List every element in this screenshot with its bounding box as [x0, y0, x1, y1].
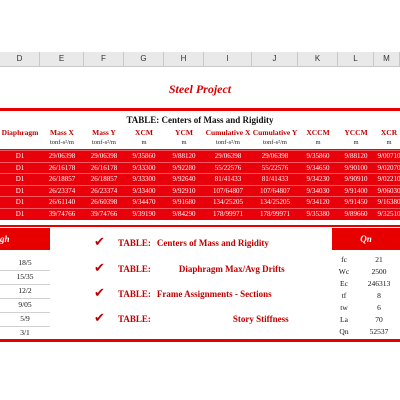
header-label: Mass X — [50, 128, 74, 137]
header-xcr — [374, 128, 400, 148]
header-unit: tonf-s²/m — [263, 139, 287, 146]
grid-line — [0, 326, 50, 327]
header-label: Cumulative X — [205, 128, 251, 137]
param-value[interactable]: 52537 — [369, 327, 389, 336]
table-cell[interactable]: D1 — [15, 186, 25, 195]
check-icon: ✔ — [94, 286, 105, 301]
column-header-k[interactable]: K — [298, 52, 338, 66]
grid-line — [0, 312, 50, 313]
check-icon: ✔ — [94, 235, 105, 250]
table-cell[interactable]: 9/02070 — [377, 163, 400, 172]
table-cell[interactable]: 9/34230 — [306, 175, 330, 184]
table-cell[interactable]: 9/34470 — [132, 198, 156, 207]
table-cell[interactable]: D1 — [15, 163, 25, 172]
table-cell[interactable]: 9/34030 — [306, 186, 330, 195]
check-icon: ✔ — [94, 311, 105, 326]
grid-line — [0, 298, 50, 299]
column-header-i[interactable]: I — [204, 52, 252, 66]
table-cell[interactable]: 9/33300 — [132, 175, 156, 184]
table-cell[interactable]: 26/60398 — [90, 198, 118, 207]
header-unit: m — [353, 139, 359, 146]
story-height-header: gh — [0, 228, 50, 250]
table-cell[interactable]: 9/35380 — [306, 210, 330, 218]
table-cell[interactable]: 26/61140 — [48, 198, 76, 207]
table-cell[interactable]: 9/35860 — [306, 152, 330, 160]
header-label: XCCM — [306, 128, 330, 137]
param-label: La — [340, 315, 348, 324]
header-unit: m — [141, 139, 147, 146]
header-label: Diaphragm — [1, 128, 39, 137]
table-cell[interactable]: 9/34650 — [306, 163, 330, 172]
table-cell[interactable]: D1 — [15, 175, 25, 184]
header-label: YCCM — [344, 128, 368, 137]
table-cell[interactable]: 29/06398 — [90, 152, 118, 160]
table-cell[interactable]: 29/06398 — [214, 152, 242, 160]
table-cell[interactable]: 55/22576 — [261, 163, 289, 172]
table-cell[interactable]: 134/25205 — [213, 198, 243, 207]
header-diaphragm — [0, 128, 40, 138]
table-body — [0, 150, 400, 220]
param-label: Wc — [338, 267, 350, 276]
table-cell[interactable]: 9/34120 — [306, 198, 330, 207]
table-cell[interactable]: D1 — [15, 210, 25, 218]
link-text: Story Stiffness — [232, 314, 289, 324]
table-cell[interactable]: 9/84290 — [172, 210, 196, 218]
table-cell[interactable]: 9/88120 — [344, 152, 368, 160]
header-unit: m — [315, 139, 321, 146]
table-row[interactable] — [0, 208, 400, 221]
table-cell[interactable]: 107/64807 — [213, 186, 243, 195]
table-cell[interactable]: 9/91400 — [344, 186, 368, 195]
header-label: Mass Y — [92, 128, 116, 137]
header-label: XCM — [135, 128, 153, 137]
table-cell[interactable]: 178/99971 — [213, 210, 243, 218]
table-cell[interactable]: 81/41433 — [214, 175, 242, 184]
page-title: Steel Project — [168, 82, 232, 96]
param-value[interactable]: 246313 — [367, 279, 391, 288]
table-cell[interactable]: 9/88120 — [172, 152, 196, 160]
table-cell[interactable]: 39/74766 — [90, 210, 118, 218]
table-cell[interactable]: 26/18857 — [48, 175, 76, 184]
red-rule-section — [0, 225, 400, 227]
table-cell[interactable]: 9/35860 — [132, 152, 156, 160]
qn-header: Qn — [332, 228, 400, 250]
table-cell[interactable]: 9/90910 — [344, 175, 368, 184]
table-cell[interactable]: 9/06030 — [377, 186, 400, 195]
grid-line — [0, 270, 50, 271]
table-cell[interactable]: 9/91680 — [172, 198, 196, 207]
column-header-j[interactable]: J — [252, 52, 298, 66]
red-rule-top — [0, 108, 400, 111]
table-link[interactable] — [118, 289, 272, 303]
column-header-f[interactable]: F — [84, 52, 124, 66]
param-value[interactable]: 8 — [377, 291, 381, 300]
param-label: Ec — [340, 279, 348, 288]
column-header-h[interactable]: H — [164, 52, 204, 66]
table-cell[interactable]: 9/90100 — [344, 163, 368, 172]
header-yccm — [338, 128, 374, 148]
table-cell[interactable]: 178/99971 — [260, 210, 290, 218]
table-cell[interactable]: 26/16178 — [48, 163, 76, 172]
header-mass-y — [84, 128, 124, 148]
link-prefix: TABLE: — [118, 289, 151, 299]
param-value[interactable]: 6 — [377, 303, 381, 312]
grid-line — [0, 284, 50, 285]
table-cell[interactable]: 9/32510 — [377, 210, 400, 218]
link-text: Diaphragm Max/Avg Drifts — [178, 264, 285, 274]
table-link[interactable] — [118, 314, 289, 328]
table-cell[interactable]: 29/06398 — [48, 152, 76, 160]
param-label: tf — [341, 291, 347, 300]
table-cell[interactable]: 81/41433 — [261, 175, 289, 184]
header-mass-x — [40, 128, 84, 148]
table-cell[interactable]: D1 — [15, 198, 25, 207]
story-height-value[interactable]: 9/05 — [18, 300, 32, 309]
table-cell[interactable]: 9/92280 — [172, 163, 196, 172]
column-header-l[interactable]: L — [338, 52, 374, 66]
link-text: Frame Assignments - Sections — [156, 289, 272, 299]
header-label: YCM — [175, 128, 193, 137]
header-unit: m — [386, 139, 392, 146]
header-ycm — [164, 128, 204, 148]
link-prefix: TABLE: — [118, 238, 151, 248]
link-text: Centers of Mass and Rigidity — [156, 238, 269, 248]
check-icon: ✔ — [94, 261, 105, 276]
header-label: Cumulative Y — [252, 128, 298, 137]
header-xcm — [124, 128, 164, 148]
table-cell[interactable]: 9/02210 — [377, 175, 400, 184]
table-cell[interactable]: 107/64807 — [260, 186, 290, 195]
table-cell[interactable]: 9/00710 — [377, 152, 400, 160]
column-header-bar — [0, 52, 400, 67]
param-value[interactable]: 70 — [375, 315, 383, 324]
header-cumulative-y — [252, 128, 298, 148]
story-height-value[interactable]: 18/5 — [18, 258, 32, 267]
table-cell[interactable]: 39/74766 — [48, 210, 76, 218]
param-label: tw — [340, 303, 348, 312]
table-cell[interactable]: 55/22576 — [214, 163, 242, 172]
table-link[interactable] — [118, 238, 269, 252]
table-cell[interactable]: 26/18857 — [90, 175, 118, 184]
red-rule-bottom — [0, 339, 400, 342]
column-header-g[interactable]: G — [124, 52, 164, 66]
header-xccm — [298, 128, 338, 148]
table-cell[interactable]: 9/16380 — [377, 198, 400, 207]
story-height-value[interactable]: 3/1 — [20, 328, 30, 337]
table-cell[interactable]: 29/06398 — [261, 152, 289, 160]
table-link[interactable] — [118, 264, 285, 278]
table-cell[interactable]: 134/25205 — [260, 198, 290, 207]
table-cell[interactable]: 9/92640 — [172, 175, 196, 184]
header-cumulative-x — [204, 128, 252, 148]
table-cell[interactable]: 9/33400 — [132, 186, 156, 195]
header-unit: tonf-s²/m — [92, 139, 116, 146]
table-cell[interactable]: 9/89660 — [344, 210, 368, 218]
table-title: TABLE: Centers of Mass and Rigidity — [126, 115, 274, 125]
table-cell[interactable]: 26/16178 — [90, 163, 118, 172]
story-height-value[interactable]: 12/2 — [18, 286, 32, 295]
link-prefix: TABLE: — [118, 264, 151, 274]
param-value[interactable]: 2500 — [371, 267, 387, 276]
table-header — [0, 127, 400, 149]
header-unit: tonf-s²/m — [50, 139, 74, 146]
story-height-value[interactable]: 5/9 — [20, 314, 30, 323]
header-unit: m — [181, 139, 187, 146]
table-cell[interactable]: 26/23374 — [48, 186, 76, 195]
column-header-d[interactable]: D — [0, 52, 40, 66]
table-cell[interactable]: 9/91450 — [344, 198, 368, 207]
column-header-m[interactable]: M — [374, 52, 400, 66]
table-cell[interactable]: 26/23374 — [90, 186, 118, 195]
column-header-e[interactable]: E — [40, 52, 84, 66]
summary-section — [0, 228, 400, 340]
table-cell[interactable]: 9/33300 — [132, 163, 156, 172]
table-cell[interactable]: D1 — [15, 152, 25, 160]
param-label: Qn — [339, 327, 349, 336]
table-cell[interactable]: 9/92910 — [172, 186, 196, 195]
link-prefix: TABLE: — [118, 314, 151, 324]
header-label: XCR — [380, 128, 398, 137]
param-label: fc — [341, 255, 347, 264]
header-unit: tonf-s²/m — [216, 139, 240, 146]
table-cell[interactable]: 9/39190 — [132, 210, 156, 218]
param-value[interactable]: 21 — [375, 255, 383, 264]
story-height-value[interactable]: 15/35 — [16, 272, 34, 281]
